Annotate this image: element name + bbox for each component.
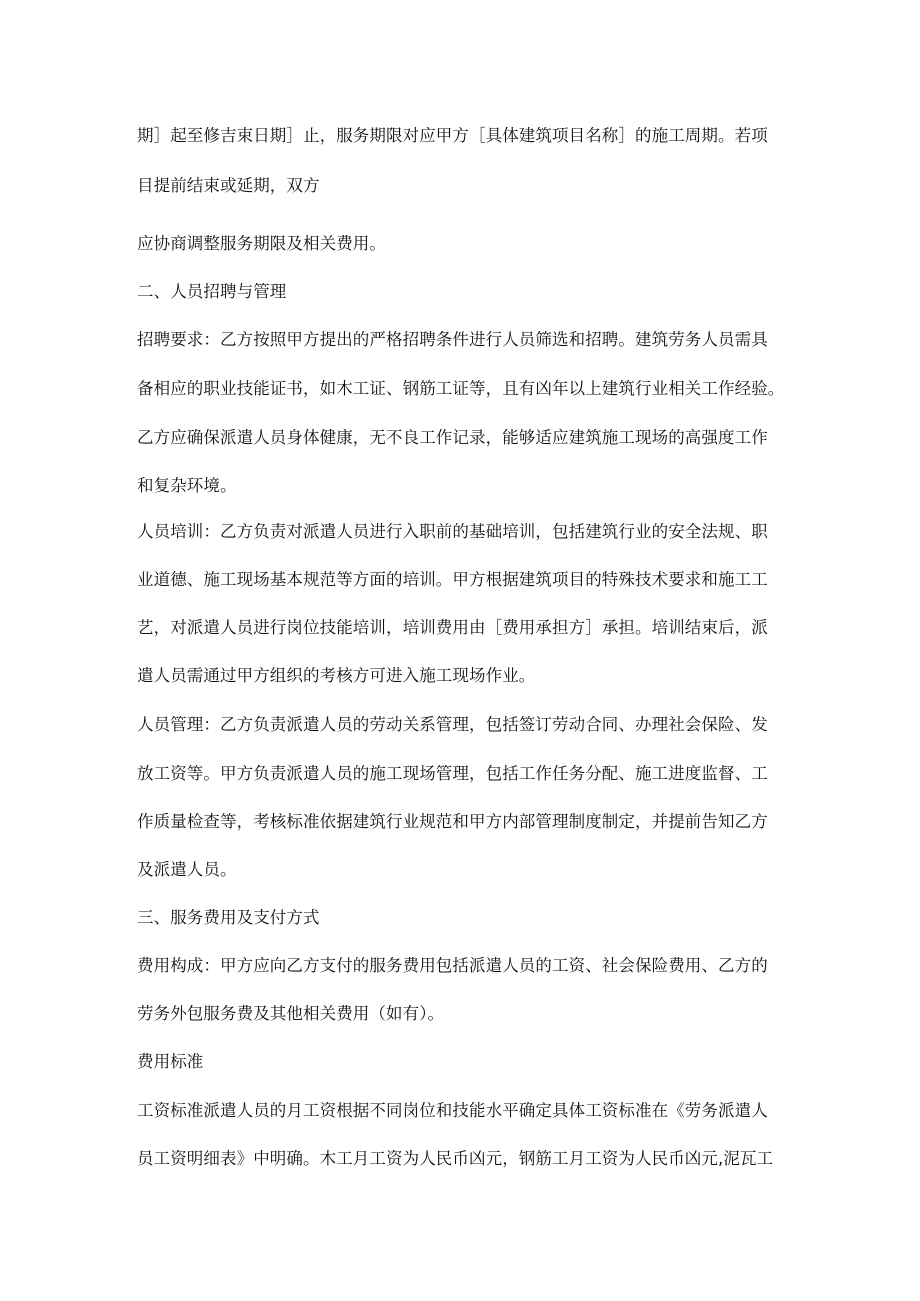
section-heading: 二、人员招聘与管理: [137, 282, 287, 301]
paragraph-line: 招聘要求：乙方按照甲方提出的严格招聘条件进行人员筛选和招聘。建筑劳务人员需具: [137, 330, 768, 349]
paragraph-line: 应协商调整服务期限及相关费用。: [137, 234, 386, 253]
paragraph-line: 目提前结束或延期，双方: [137, 176, 320, 195]
paragraph-line: 备相应的职业技能证书，如木工证、钢筋工证等，且有凶年以上建筑行业相关工作经验。: [137, 379, 785, 398]
paragraph-line: 乙方应确保派遣人员身体健康，无不良工作记录，能够适应建筑施工现场的高强度工作: [137, 428, 768, 447]
paragraph-line: 和复杂环境。: [137, 476, 237, 495]
paragraph-line: 作质量检查等，考核标准依据建筑行业规范和甲方内部管理制度制定，并提前告知乙方: [137, 812, 768, 831]
subsection-heading: 费用标准: [137, 1052, 204, 1071]
paragraph-line: 艺，对派遣人员进行岗位技能培训，培训费用由［费用承担方］承担。培训结束后，派: [137, 618, 768, 637]
paragraph-line: 费用构成：甲方应向乙方支付的服务费用包括派遣人员的工资、社会保险费用、乙方的: [137, 956, 768, 975]
paragraph-line: 员工资明细表》中明确。木工月工资为人民币凶元，钢筋工月工资为人民币凶元,泥瓦工: [137, 1149, 774, 1168]
paragraph-line: 劳务外包服务费及其他相关费用（如有）。: [137, 1004, 445, 1023]
paragraph-line: 业道德、施工现场基本规范等方面的培训。甲方根据建筑项目的特殊技术要求和施工工: [137, 570, 768, 589]
paragraph-line: 人员培训：乙方负责对派遣人员进行入职前的基础培训，包括建筑行业的安全法规、职: [137, 522, 768, 541]
paragraph-line: 遣人员需通过甲方组织的考核方可进入施工现场作业。: [137, 666, 536, 685]
paragraph-line: 及派遣人员。: [137, 860, 237, 879]
section-heading: 三、服务费用及支付方式: [137, 908, 320, 927]
paragraph-line: 人员管理：乙方负责派遣人员的劳动关系管理，包括签订劳动合同、办理社会保险、发: [137, 715, 768, 734]
paragraph-line: 工资标准派遣人员的月工资根据不同岗位和技能水平确定具体工资标准在《劳务派遣人: [137, 1101, 768, 1120]
paragraph-line: 期］起至修吉束日期］止，服务期限对应甲方［具体建筑项目名称］的施工周期。若项: [137, 126, 768, 145]
paragraph-line: 放工资等。甲方负责派遣人员的施工现场管理，包括工作任务分配、施工进度监督、工: [137, 764, 768, 783]
